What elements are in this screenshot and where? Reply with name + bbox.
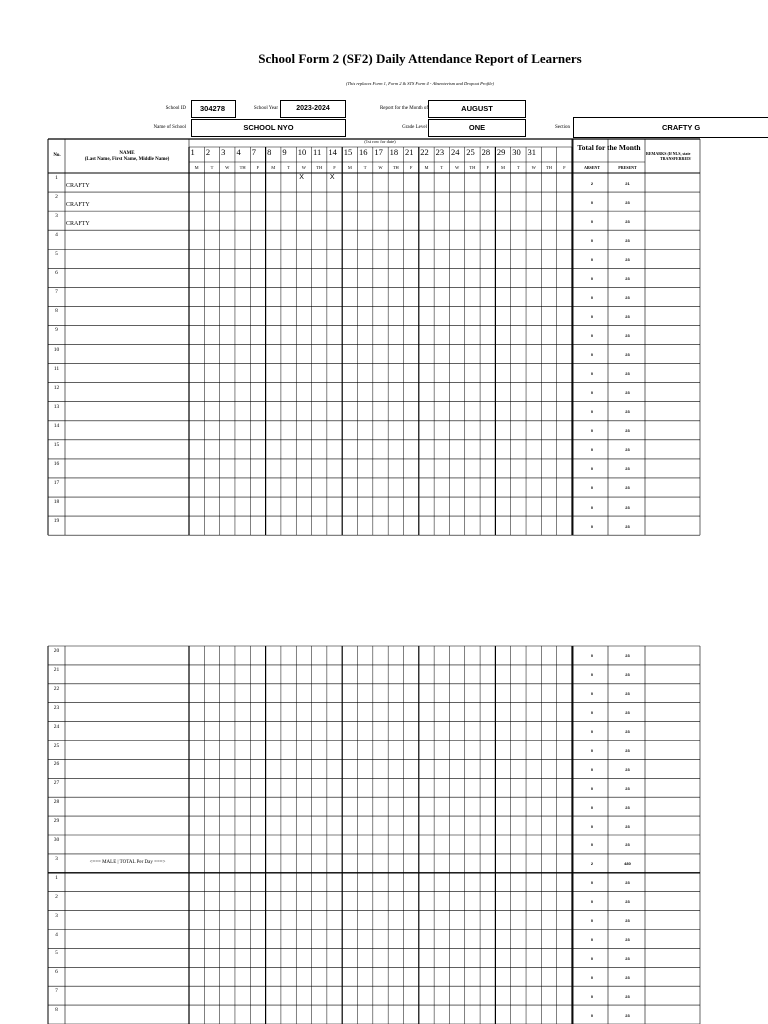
row-number: 8 bbox=[55, 1007, 58, 1014]
row-number: 3 bbox=[55, 855, 58, 862]
row-number: 5 bbox=[55, 950, 58, 957]
absent-count: 0 bbox=[590, 842, 594, 848]
row-number: 9 bbox=[55, 327, 58, 334]
row-number: 3 bbox=[55, 912, 58, 919]
absent-count: 0 bbox=[590, 804, 594, 810]
absent-header: ABSENT bbox=[583, 165, 600, 170]
date-label: 23 bbox=[435, 147, 445, 157]
present-count: 21 bbox=[625, 180, 630, 186]
present-count: 23 bbox=[625, 504, 630, 510]
date-label: 30 bbox=[512, 147, 521, 157]
school-name-label: Name of School bbox=[153, 125, 186, 130]
present-count: 23 bbox=[625, 766, 630, 772]
row-number: 26 bbox=[53, 761, 60, 768]
present-count: 23 bbox=[625, 294, 630, 300]
learner-name: CRAFTY bbox=[66, 221, 90, 228]
date-label: 10 bbox=[297, 147, 307, 157]
weekday-label: TH bbox=[392, 165, 399, 170]
month-field: AUGUST bbox=[428, 100, 526, 118]
weekday-label: TH bbox=[469, 165, 476, 170]
absent-count: 0 bbox=[590, 466, 594, 472]
absent-count: 0 bbox=[590, 294, 594, 300]
absent-count: 0 bbox=[590, 371, 594, 377]
present-count: 23 bbox=[625, 218, 630, 224]
present-count: 23 bbox=[625, 993, 630, 999]
present-count: 23 bbox=[625, 447, 630, 453]
present-count: 23 bbox=[625, 371, 630, 377]
date-label: 25 bbox=[466, 147, 475, 157]
section-field: CRAFTY G bbox=[573, 117, 768, 138]
grade-level-label: Grade Level bbox=[402, 125, 427, 130]
absent-count: 0 bbox=[590, 485, 594, 491]
row-number: 1 bbox=[55, 175, 58, 181]
present-count: 23 bbox=[625, 936, 630, 942]
name-column-subheader: (Last Name, First Name, Middle Name) bbox=[84, 157, 170, 162]
row-number: 30 bbox=[53, 837, 60, 843]
present-count: 23 bbox=[625, 485, 630, 491]
absent-count: 0 bbox=[590, 199, 594, 205]
present-count: 23 bbox=[625, 880, 630, 886]
present-count: 23 bbox=[625, 237, 630, 243]
weekday-label: M bbox=[347, 165, 352, 170]
weekday-label: TH bbox=[316, 165, 323, 170]
present-count: 23 bbox=[625, 785, 630, 791]
absence-mark: X bbox=[299, 174, 304, 181]
date-label: 2 bbox=[205, 147, 211, 157]
weekday-label: W bbox=[378, 165, 383, 170]
present-count: 23 bbox=[625, 955, 630, 961]
row-number: 1 bbox=[55, 874, 58, 881]
row-number: 25 bbox=[53, 742, 60, 749]
weekday-label: F bbox=[256, 165, 260, 170]
form-subtitle: (This replaces Form 1, Form 2 & STS Form 4 - Absenteeism and Dropout Profile) bbox=[345, 81, 495, 86]
remarks-header-2: TRANSFERRED/ bbox=[660, 156, 692, 161]
date-label: 17 bbox=[374, 147, 383, 157]
absent-count: 0 bbox=[590, 428, 594, 434]
absent-count: 2 bbox=[590, 861, 594, 867]
weekday-label: T bbox=[287, 165, 290, 170]
absent-count: 0 bbox=[590, 766, 594, 772]
date-label: 7 bbox=[251, 147, 257, 157]
school-year-label: School Year bbox=[253, 106, 278, 111]
present-count: 23 bbox=[625, 352, 630, 358]
present-count: 23 bbox=[625, 275, 630, 281]
present-count: 23 bbox=[625, 804, 630, 810]
absent-count: 0 bbox=[590, 936, 594, 942]
weekday-label: W bbox=[301, 165, 307, 170]
weekday-label: TH bbox=[239, 165, 246, 170]
row-number: 24 bbox=[53, 723, 60, 730]
date-label: 28 bbox=[481, 147, 491, 157]
school-name-field: SCHOOL NYO bbox=[191, 119, 346, 137]
row-number: 29 bbox=[53, 818, 60, 825]
present-count: 23 bbox=[625, 1012, 630, 1018]
absent-count: 0 bbox=[590, 747, 594, 753]
present-count: 23 bbox=[625, 466, 630, 472]
weekday-label: F bbox=[409, 165, 413, 170]
weekday-label: W bbox=[454, 165, 460, 170]
date-label: 15 bbox=[343, 147, 353, 157]
learner-name: CRAFTY bbox=[66, 202, 90, 209]
weekday-label: T bbox=[210, 165, 214, 170]
remarks-header: REMARKS (If NLS, state bbox=[646, 151, 691, 156]
absent-count: 0 bbox=[590, 409, 594, 415]
absent-count: 0 bbox=[590, 918, 594, 924]
weekday-label: T bbox=[440, 165, 444, 170]
row-number: 23 bbox=[53, 704, 60, 711]
weekday-label: W bbox=[225, 165, 230, 170]
row-number: 10 bbox=[53, 346, 60, 353]
absent-count: 0 bbox=[590, 823, 594, 829]
row-number: 6 bbox=[55, 270, 58, 277]
date-label: 21 bbox=[404, 147, 414, 157]
row-number: 8 bbox=[55, 308, 58, 315]
month-label: Report for the Month of bbox=[379, 106, 428, 111]
absent-count: 0 bbox=[590, 313, 594, 319]
present-count: 23 bbox=[625, 918, 630, 924]
weekday-label: F bbox=[333, 165, 336, 170]
present-count: 23 bbox=[625, 313, 630, 319]
section-label: Section bbox=[555, 125, 570, 130]
present-count: 23 bbox=[625, 199, 630, 205]
weekday-label: T bbox=[363, 165, 367, 170]
school-year-field: 2023-2024 bbox=[280, 100, 346, 118]
learner-name: CRAFTY bbox=[66, 183, 90, 190]
absent-count: 2 bbox=[590, 180, 594, 186]
absent-count: 0 bbox=[590, 390, 594, 396]
present-count: 23 bbox=[625, 390, 630, 396]
absent-count: 0 bbox=[590, 710, 594, 716]
date-label: 1 bbox=[190, 147, 195, 157]
row-number: 28 bbox=[53, 799, 60, 806]
weekday-label: F bbox=[563, 165, 566, 170]
present-count: 23 bbox=[625, 523, 630, 529]
weekday-label: M bbox=[194, 165, 199, 170]
absent-count: 0 bbox=[590, 691, 594, 697]
absent-count: 0 bbox=[590, 974, 594, 980]
absent-count: 0 bbox=[590, 237, 594, 243]
absent-count: 0 bbox=[590, 993, 594, 999]
no-column-header: No. bbox=[53, 153, 61, 158]
male-total-label: <=== MALE | TOTAL Per Day ===> bbox=[89, 860, 166, 866]
absent-count: 0 bbox=[590, 729, 594, 735]
absent-count: 0 bbox=[590, 880, 594, 886]
school-id-label: School ID bbox=[165, 106, 186, 111]
row-number: 14 bbox=[53, 422, 60, 429]
absent-count: 0 bbox=[590, 352, 594, 358]
absent-count: 0 bbox=[590, 672, 594, 678]
row-number: 20 bbox=[53, 648, 60, 654]
date-label: 11 bbox=[313, 147, 322, 157]
absent-count: 0 bbox=[590, 447, 594, 453]
absent-count: 0 bbox=[590, 899, 594, 905]
row-number: 16 bbox=[53, 460, 60, 467]
row-number: 4 bbox=[55, 931, 58, 938]
date-label: 29 bbox=[496, 147, 506, 157]
weekday-label: TH bbox=[546, 165, 553, 170]
date-label: 4 bbox=[236, 147, 241, 157]
date-label: 3 bbox=[221, 147, 226, 157]
present-count: 23 bbox=[625, 710, 630, 716]
row-number: 2 bbox=[55, 194, 58, 201]
weekday-label: W bbox=[531, 165, 536, 170]
date-row-note: (1st row for date) bbox=[364, 139, 396, 144]
absent-count: 0 bbox=[590, 785, 594, 791]
row-number: 2 bbox=[55, 893, 58, 900]
absent-count: 0 bbox=[590, 1012, 594, 1018]
present-count: 23 bbox=[625, 729, 630, 735]
row-number: 18 bbox=[53, 499, 60, 506]
date-label: 14 bbox=[328, 147, 337, 157]
row-number: 27 bbox=[53, 780, 60, 787]
present-count: 23 bbox=[625, 428, 630, 434]
present-count: 23 bbox=[625, 256, 630, 262]
present-count: 23 bbox=[625, 899, 630, 905]
weekday-label: M bbox=[501, 165, 506, 170]
row-number: 17 bbox=[53, 479, 60, 486]
date-label: 8 bbox=[267, 147, 272, 157]
grade-level-field: ONE bbox=[428, 119, 526, 137]
row-number: 13 bbox=[53, 403, 60, 410]
absence-mark: X bbox=[329, 174, 335, 181]
date-label: 16 bbox=[359, 147, 368, 157]
row-number: 21 bbox=[53, 666, 60, 673]
present-header: PRESENT bbox=[618, 165, 637, 170]
weekday-label: T bbox=[517, 165, 520, 170]
present-count: 23 bbox=[625, 333, 630, 338]
date-label: 24 bbox=[450, 147, 460, 157]
present-count: 23 bbox=[625, 409, 630, 415]
absent-count: 0 bbox=[590, 955, 594, 961]
weekday-label: F bbox=[486, 165, 489, 170]
present-count: 480 bbox=[624, 861, 631, 867]
date-label: 18 bbox=[389, 147, 399, 157]
date-label: 22 bbox=[420, 147, 429, 157]
row-number: 7 bbox=[55, 988, 58, 995]
present-count: 23 bbox=[625, 653, 630, 659]
present-count: 23 bbox=[625, 747, 630, 753]
date-label: 31 bbox=[527, 147, 537, 157]
total-month-header: Total for the Month bbox=[577, 143, 641, 152]
absent-count: 0 bbox=[590, 218, 594, 224]
present-count: 23 bbox=[625, 842, 630, 848]
date-label: 9 bbox=[282, 147, 287, 157]
row-number: 22 bbox=[53, 685, 60, 692]
weekday-label: M bbox=[424, 165, 429, 170]
present-count: 23 bbox=[625, 974, 630, 980]
row-number: 4 bbox=[55, 232, 58, 239]
row-number: 11 bbox=[53, 365, 60, 372]
present-count: 23 bbox=[625, 823, 630, 829]
absent-count: 0 bbox=[590, 333, 594, 338]
absent-count: 0 bbox=[590, 256, 594, 262]
absent-count: 0 bbox=[590, 275, 594, 281]
row-number: 15 bbox=[53, 441, 60, 448]
row-number: 6 bbox=[55, 969, 58, 976]
row-number: 7 bbox=[55, 289, 58, 296]
present-count: 23 bbox=[625, 672, 630, 678]
form-title: School Form 2 (SF2) Daily Attendance Report of Learners bbox=[258, 51, 582, 66]
absent-count: 0 bbox=[590, 504, 594, 510]
name-column-header: NAME bbox=[119, 151, 135, 156]
weekday-label: M bbox=[271, 165, 276, 170]
row-number: 12 bbox=[53, 384, 60, 391]
row-number: 3 bbox=[55, 213, 58, 220]
present-count: 23 bbox=[625, 691, 630, 697]
row-number: 19 bbox=[53, 518, 60, 525]
school-id-field: 304278 bbox=[191, 100, 236, 118]
absent-count: 0 bbox=[590, 523, 594, 529]
row-number: 5 bbox=[55, 251, 58, 258]
absent-count: 0 bbox=[590, 653, 594, 659]
